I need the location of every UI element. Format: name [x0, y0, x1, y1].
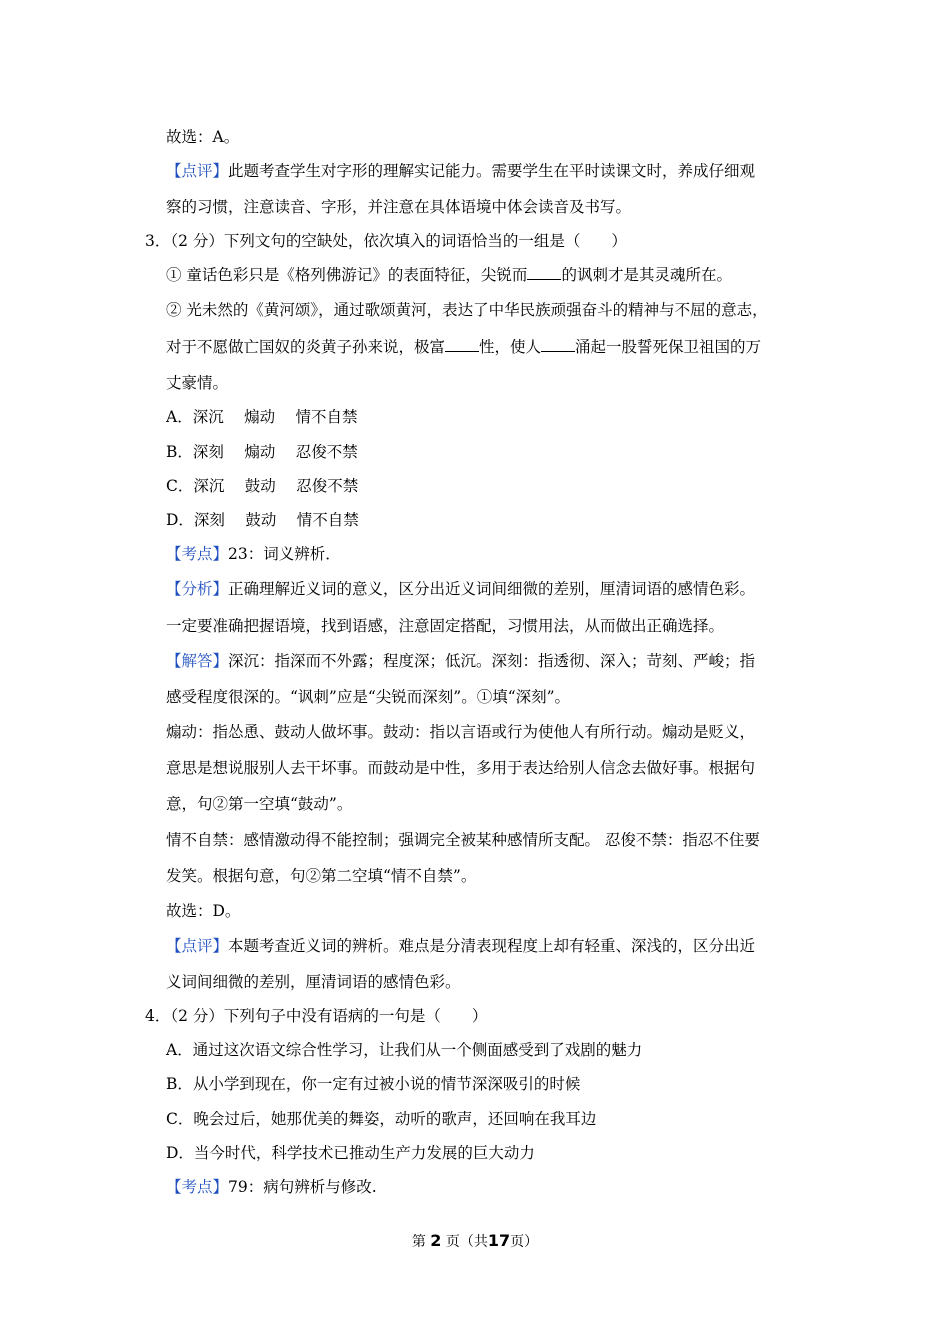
q3-sentence-2-line-3: 丈豪情。 — [166, 374, 229, 392]
q4-point: 【考点】79：病句辨析与修改. — [166, 1178, 377, 1196]
q3-point: 【考点】23：词义辨析． — [166, 545, 341, 563]
q4-stem: 4．（2 分）下列句子中没有语病的一句是（ ） — [145, 1007, 488, 1025]
q2-comment-line-1: 【点评】此题考查学生对字形的理解实记能力。需要学生在平时读课文时，养成仔细观 — [166, 162, 756, 180]
page-footer: 第 2 页（共17页） — [411, 1231, 539, 1250]
answer-blank — [527, 265, 561, 280]
point-tag: 【考点】 — [166, 545, 229, 563]
page-total: 17 — [487, 1231, 511, 1250]
solution-tag: 【解答】 — [166, 652, 229, 670]
page-number: 2 — [430, 1231, 442, 1250]
q3-option-b: B．深刻 煽动 忍俊不禁 — [166, 443, 358, 461]
q3-sentence-1: ① 童话色彩只是《格列佛游记》的表面特征，尖锐而 的讽刺才是其灵魂所在。 — [166, 266, 732, 284]
q4-option-d: D．当今时代，科学技术已推动生产力发展的巨大动力 — [166, 1144, 535, 1162]
q3-solution-line-1: 【解答】深沉：指深而不外露；程度深；低沉。深刻：指透彻、深入；苛刻、严峻；指 — [166, 652, 756, 670]
q3-sentence-2-line-2: 对于不愿做亡国奴的炎黄子孙来说，极富 性，使人 涌起一股誓死保卫祖国的万 — [166, 338, 762, 356]
q3-comment-line-2: 义词间细微的差别，厘清词语的感情色彩。 — [166, 973, 461, 991]
q3-analysis-line-1: 【分析】正确理解近义词的意义，区分出近义词间细微的差别，厘清词语的感情色彩。 — [166, 580, 756, 598]
q3-answer: 故选：D。 — [166, 902, 241, 920]
q3-solution-line-7: 发笑。根据句意，句②第二空填“情不自禁”。 — [166, 867, 477, 885]
q3-solution-line-3: 煽动：指怂恿、鼓动人做坏事。鼓动：指以言语或行为使他人有所行动。煽动是贬义， — [166, 723, 756, 741]
comment-tag: 【点评】 — [166, 937, 229, 955]
q4-option-b: B．从小学到现在，你一定有过被小说的情节深深吸引的时候 — [166, 1075, 581, 1093]
answer-blank — [541, 337, 575, 352]
q3-stem: 3．（2 分）下列文句的空缺处，依次填入的词语恰当的一组是（ ） — [145, 232, 627, 250]
answer-blank — [445, 337, 479, 352]
q2-comment-line-2: 察的习惯，注意读音、字形，并注意在具体语境中体会读音及书写。 — [166, 198, 632, 216]
point-tag: 【考点】 — [166, 1178, 229, 1196]
q3-solution-line-4: 意思是想说服别人去干坏事。而鼓动是中性，多用于表达给别人信念去做好事。根据句 — [166, 759, 756, 777]
q3-solution-line-6: 情不自禁：感情激动得不能控制；强调完全被某种感情所支配。 忍俊不禁：指忍不住要 — [166, 831, 760, 849]
q3-option-c: C．深沉 鼓动 忍俊不禁 — [166, 477, 359, 495]
q4-option-c: C．晚会过后，她那优美的舞姿，动听的歌声，还回响在我耳边 — [166, 1110, 597, 1128]
q3-comment-line-1: 【点评】本题考查近义词的辨析。难点是分清表现程度上却有轻重、深浅的，区分出近 — [166, 937, 756, 955]
q3-sentence-2-line-1: ② 光未然的《黄河颂》，通过歌颂黄河，表达了中华民族顽强奋斗的精神与不屈的意志， — [166, 301, 768, 319]
q2-answer: 故选：A。 — [166, 128, 240, 146]
q3-option-d: D．深刻 鼓动 情不自禁 — [166, 511, 359, 529]
q4-option-a: A．通过这次语文综合性学习，让我们从一个侧面感受到了戏剧的魅力 — [166, 1041, 643, 1059]
comment-tag: 【点评】 — [166, 162, 229, 180]
q3-analysis-line-2: 一定要准确把握语境，找到语感，注意固定搭配，习惯用法，从而做出正确选择。 — [166, 617, 725, 635]
q3-solution-line-2: 感受程度很深的。“讽刺”应是“尖锐而深刻”。①填“深刻”。 — [166, 688, 571, 706]
q3-option-a: A．深沉 煽动 情不自禁 — [166, 408, 358, 426]
analysis-tag: 【分析】 — [166, 580, 229, 598]
q3-solution-line-5: 意，句②第一空填“鼓动”。 — [166, 795, 353, 813]
